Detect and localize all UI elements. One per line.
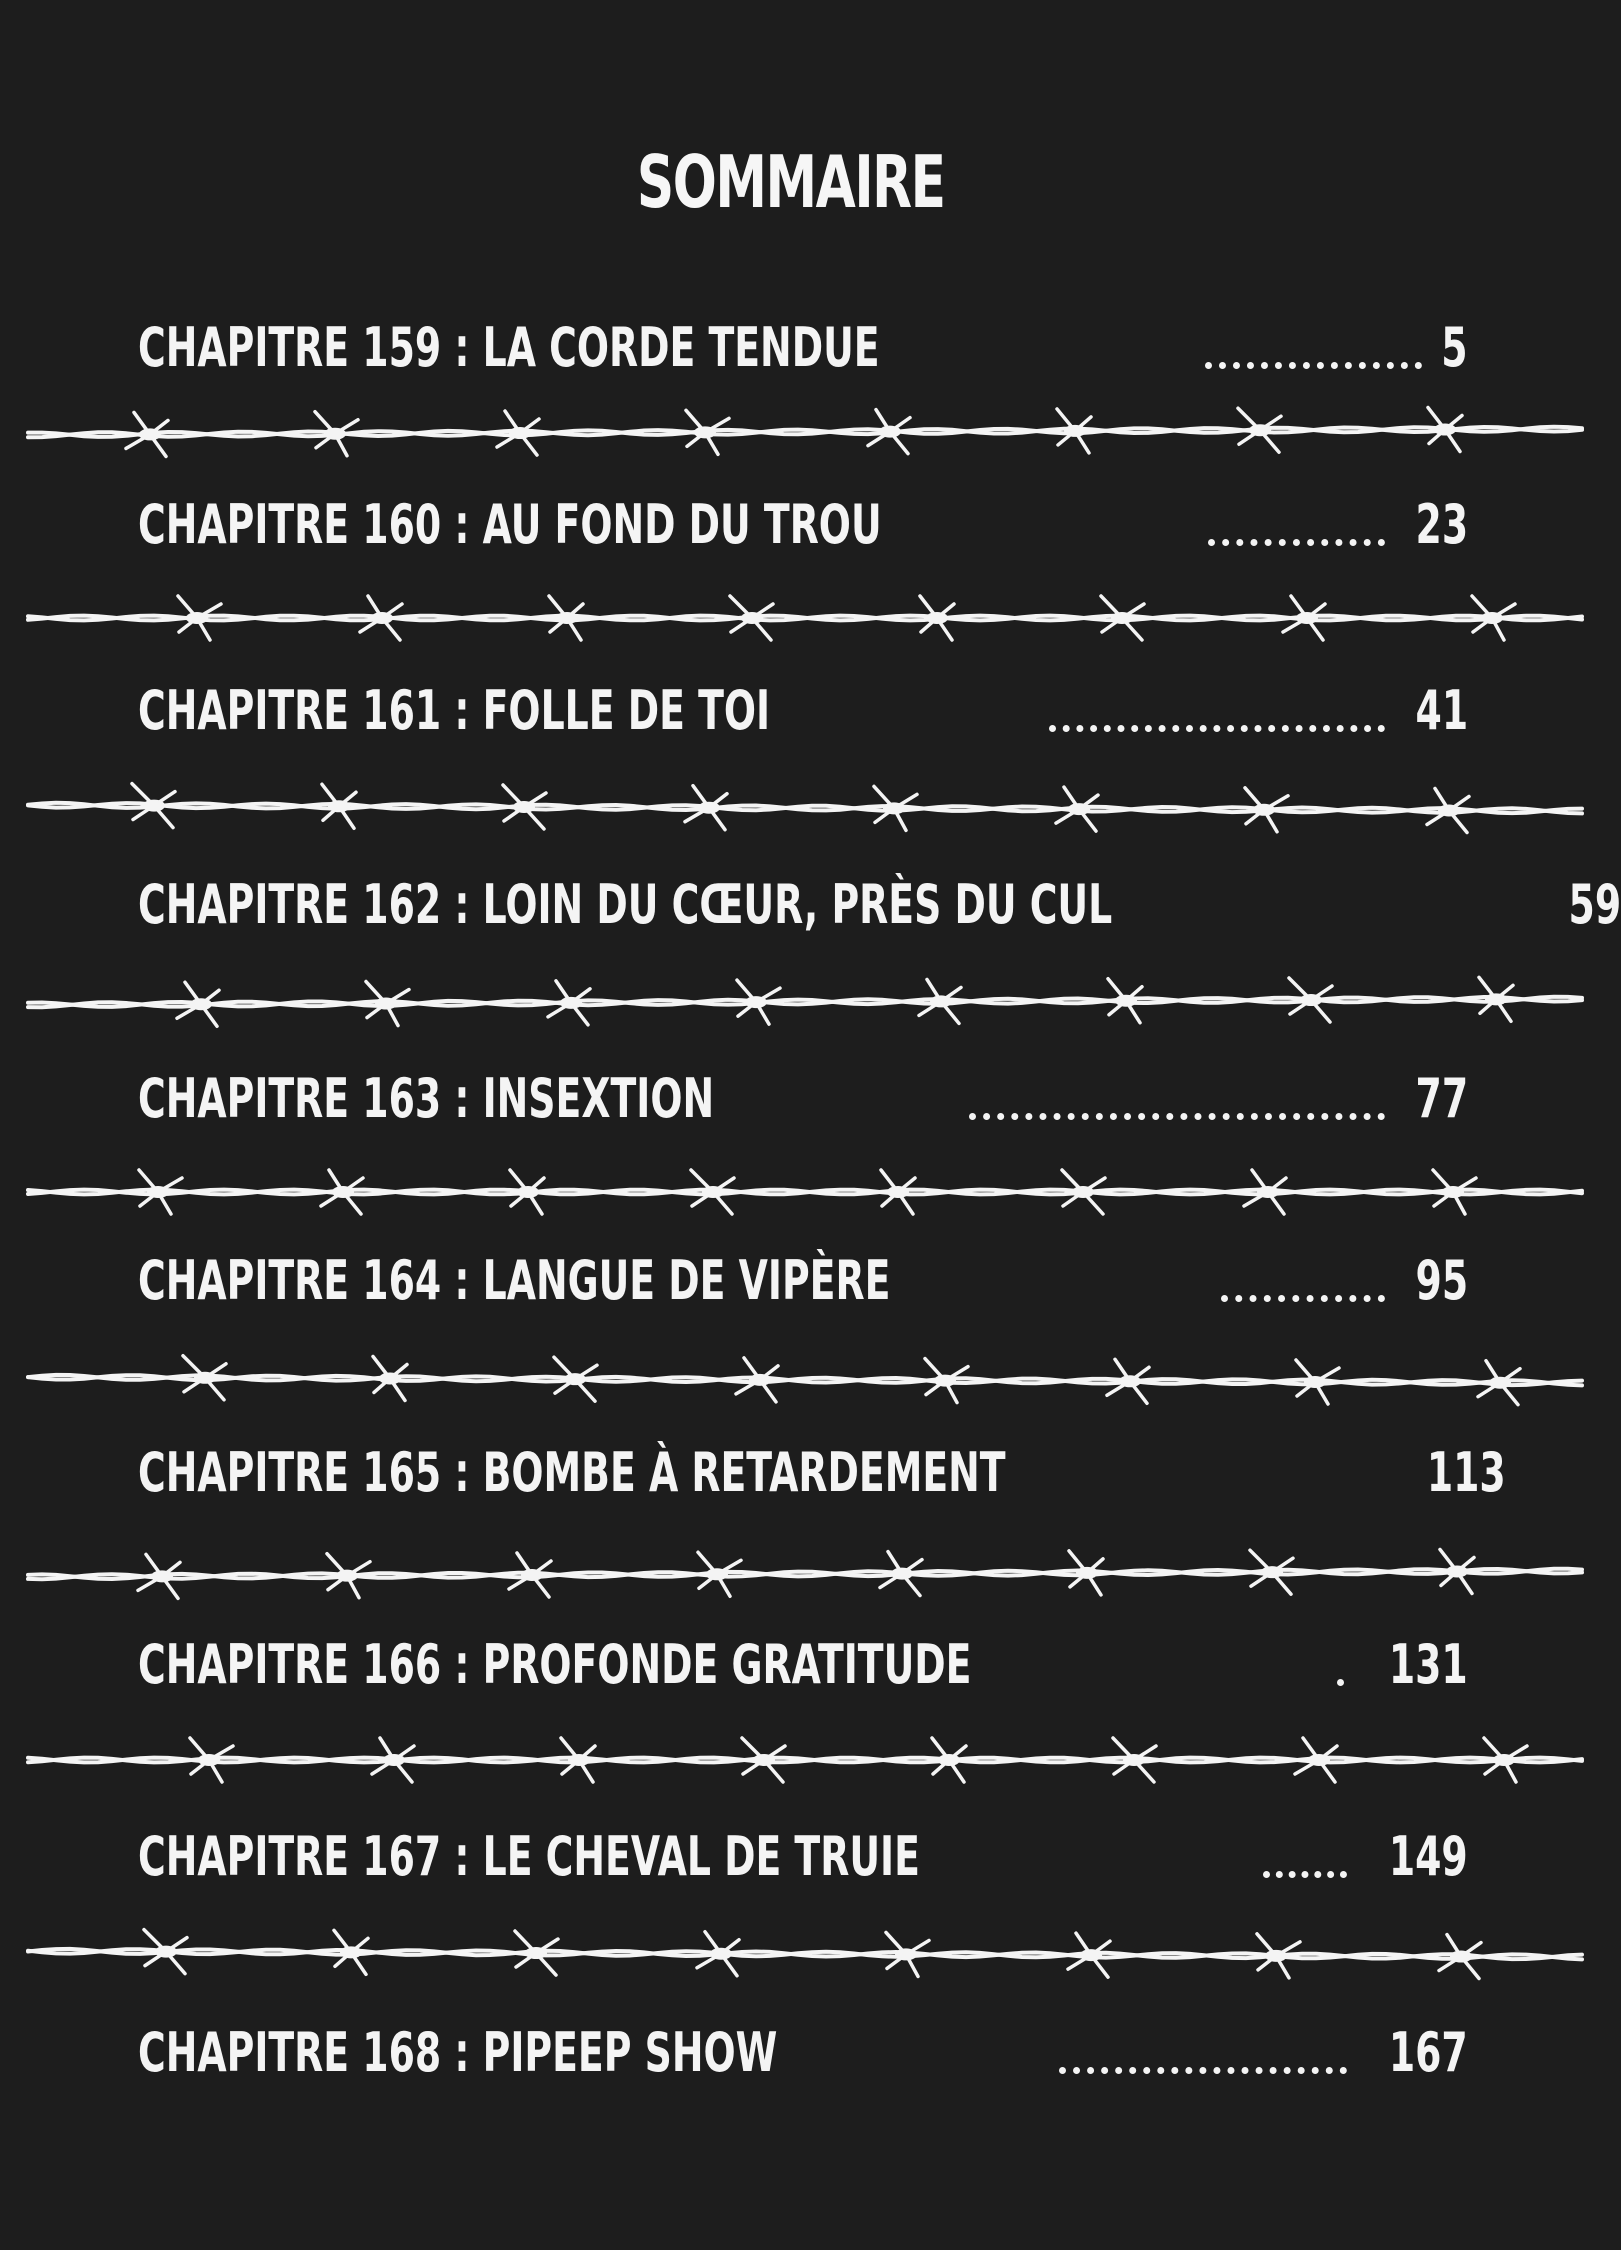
chapter-entry[interactable] — [138, 1246, 1468, 1312]
barbed-wire-divider — [0, 768, 1582, 848]
chapter-entry[interactable] — [138, 313, 1468, 379]
barbed-wire-graphic — [0, 1534, 1582, 1614]
chapter-entry[interactable] — [138, 2018, 1468, 2084]
chapter-page-number: 95 — [1415, 1249, 1468, 1312]
chapter-page-number: 149 — [1389, 1825, 1468, 1888]
barbed-wire-divider — [0, 392, 1582, 472]
chapter-title: CHAPITRE 166 : PROFONDE GRATITUDE — [138, 1633, 972, 1696]
chapter-page-number: 23 — [1415, 493, 1468, 556]
chapter-title: CHAPITRE 168 : PIPEEP SHOW — [138, 2021, 778, 2084]
dot-leader — [1263, 1871, 1347, 1878]
page-title: SOMMAIRE — [636, 140, 945, 224]
chapter-title: CHAPITRE 165 : BOMBE À RETARDEMENT — [138, 1441, 1006, 1504]
barb-knot — [1069, 1551, 1103, 1595]
chapter-page-number: 131 — [1389, 1633, 1468, 1696]
chapter-page-number: 41 — [1415, 679, 1468, 742]
barb-knot — [1057, 409, 1091, 453]
barbed-wire-divider — [0, 1914, 1582, 1994]
barbed-wire-graphic — [0, 392, 1582, 472]
barbed-wire-divider — [0, 962, 1582, 1042]
chapter-page-number: 113 — [1427, 1441, 1507, 1504]
barbed-wire-graphic — [0, 1340, 1582, 1420]
chapter-page-number: 77 — [1415, 1067, 1468, 1130]
chapter-page-number: 5 — [1441, 316, 1468, 379]
chapter-title: CHAPITRE 161 : FOLLE DE TOI — [138, 679, 771, 742]
chapter-title: CHAPITRE 167 : LE CHEVAL DE TRUIE — [138, 1825, 920, 1888]
chapter-page-number: 167 — [1389, 2021, 1468, 2084]
chapter-title: CHAPITRE 164 : LANGUE DE VIPÈRE — [138, 1249, 891, 1312]
barbed-wire-divider — [0, 1152, 1582, 1232]
barbed-wire-divider — [0, 1340, 1582, 1420]
dot-leader — [1337, 1679, 1348, 1686]
barbed-wire-divider — [0, 1720, 1582, 1800]
barbed-wire-graphic — [0, 768, 1582, 848]
barbed-wire-divider — [0, 1534, 1582, 1614]
chapter-entry[interactable] — [138, 676, 1468, 742]
barbed-wire-graphic — [0, 1152, 1582, 1232]
dot-leader — [1205, 362, 1422, 369]
chapter-page-number: 59 — [1568, 873, 1621, 936]
chapter-title: CHAPITRE 159 : LA CORDE TENDUE — [138, 316, 880, 379]
chapter-title: CHAPITRE 163 : INSEXTION — [138, 1067, 715, 1130]
barbed-wire-graphic — [0, 962, 1582, 1042]
dot-leader — [1208, 539, 1385, 546]
dot-leader — [1059, 2067, 1347, 2074]
chapter-entry[interactable] — [138, 1438, 1507, 1504]
barbed-wire-graphic — [0, 1720, 1582, 1800]
dot-leader — [1221, 1295, 1385, 1302]
chapter-entry[interactable] — [138, 490, 1468, 556]
chapter-title: CHAPITRE 162 : LOIN DU CŒUR, PRÈS DU CUL — [138, 873, 1113, 936]
chapter-entry[interactable] — [138, 870, 1621, 936]
dot-leader — [1049, 725, 1385, 732]
chapter-entry[interactable] — [138, 1630, 1468, 1696]
barb-knot — [561, 1738, 595, 1782]
barbed-wire-graphic — [0, 1914, 1582, 1994]
barbed-wire-graphic — [0, 578, 1582, 658]
dot-leader — [969, 1113, 1385, 1120]
barbed-wire-divider — [0, 578, 1582, 658]
chapter-entry[interactable] — [138, 1822, 1468, 1888]
chapter-entry[interactable] — [138, 1064, 1468, 1130]
chapter-title: CHAPITRE 160 : AU FOND DU TROU — [138, 493, 882, 556]
